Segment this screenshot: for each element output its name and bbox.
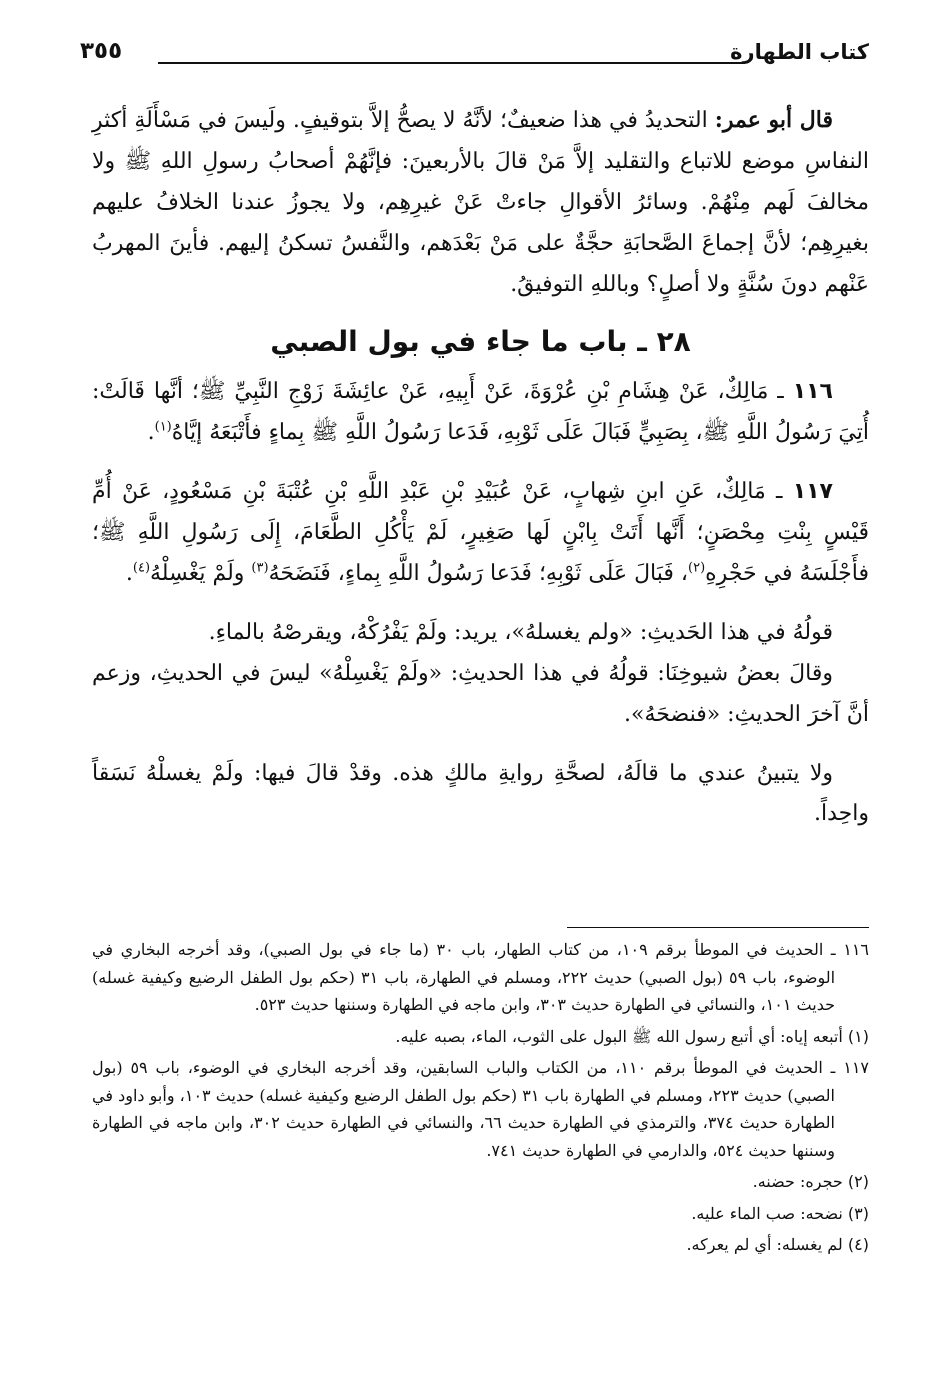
- hadith-text: ، فَبَالَ عَلَى ثَوْبِهِ؛ فَدَعا رَسُولُ اللَّهِ بِماءٍ، فَنَضَحَهُ: [268, 560, 689, 586]
- hadith-text: ولَمْ يَغْسِلْهُ: [150, 560, 252, 586]
- footnote-text: أتبعه إياه: أي أتبع رسول الله ﷺ البول على الثوب، الماء، بصبه عليه.: [395, 1026, 843, 1046]
- main-text: [92, 100, 869, 835]
- footnote-label: ١١٧: [843, 1058, 869, 1078]
- hadith-116: [92, 372, 869, 454]
- footnote-separator: [567, 927, 869, 928]
- footnote-text: نضحه: صب الماء عليه.: [691, 1203, 843, 1223]
- footnote-marker[interactable]: (٢): [688, 560, 706, 576]
- header-title: كتاب الطهارة: [730, 40, 869, 64]
- footnote-label: (٤): [847, 1235, 869, 1255]
- commentary-paragraph: ولا يتبينُ عندي ما قالَهُ، لصحَّةِ روايةِ مالكٍ هذه. وقدْ قالَ فيها: ولَمْ يغسلْهُ نَسَقاً واحِداً.: [92, 760, 869, 827]
- footnote-entry: [92, 1200, 869, 1228]
- footnote-marker[interactable]: (٣): [251, 560, 269, 576]
- hadith-end: .: [125, 560, 133, 586]
- hadith-117: [92, 472, 869, 595]
- header-rule: [158, 62, 745, 64]
- commentary-paragraph: وقالَ بعضُ شيوخِنَا: قولُهُ في هذا الحديثِ: «ولَمْ يَغْسِلْهُ» ليسَ في الحديثِ، وزعم أنَّ آخرَ الحديثِ: «فنضحَهُ».: [92, 660, 869, 727]
- footnote-label: ١١٦: [843, 940, 870, 959]
- hadith-number: ١١٦: [792, 379, 833, 405]
- footnote-entry: [92, 1231, 869, 1259]
- footnote-entry: [92, 1168, 869, 1196]
- footnote-text: حجره: حضنه.: [752, 1172, 843, 1192]
- footnote-label: (١): [847, 1026, 869, 1046]
- footnote-label: (٣): [847, 1203, 869, 1223]
- footnote-text: ـ الحديث في الموطأ برقم ١١٠، من الكتاب والباب السابقين، وقد أخرجه البخاري في الوضوء، باب ٥٩ (بول الصبي) حديث ٢٢٣، ومسلم في الطهارة باب ٣١ (حكم بول الطفل الرضيع وكيفية غسله) حديث ١٠٣، وأبو داود في الطهارة حديث ٣٧٤، والترمذي في الطهارة حديث ٦٦، والنسائي في الطهارة حديث ٣٠٢، وابن ماجه في الطهارة وسننها حديث ٥٢٤، والدارمي في الطهارة حديث ٧٤١.: [92, 1058, 836, 1160]
- footnote-entry: [92, 936, 869, 1019]
- footnote-marker[interactable]: (١): [154, 419, 172, 435]
- footnote-text: ـ الحديث في الموطأ برقم ١٠٩، من كتاب الطهار، باب ٣٠ (ما جاء في بول الصبي)، وقد أخرجه البخاري في الوضوء، باب ٥٩ (بول الصبي) حديث ٢٢٢، ومسلم في الطهارة، باب ٣١ (حكم بول الطفل الرضيع وكيفية غسله) حديث ١٠١، والنسائي في الطهارة حديث ٣٠٣، وابن ماجه في الطهارة وسننها حديث ٥٢٣.: [92, 940, 836, 1015]
- intro-text: التحديدُ في هذا ضعيفٌ؛ لأنَّهُ لا يصحُّ إلاَّ بتوقيفٍ. ولَيسَ في مَسْأَلَةِ أكثرِ النفاسِ موضع للاتباع والتقليد إلاَّ مَنْ قالَ بالأربعينَ: فإنَّهُمْ أصحابُ رسولِ اللهِ ﷺ ولا مخالفَ لَهم مِنْهُمْ. وسائرُ الأقوالِ جاءتْ عَنْ غيرِهِم، ولا يجوزُ عندنا الخلافُ عليهم بغيرِهِم؛ لأنَّ إجماعَ الصَّحابَةِ حجَّةٌ على مَنْ بَعْدَهم، والنَّفسُ تسكنُ إليهم. فأينَ المهربُ عَنْهم دونَ سُنَّةٍ ولا أصلٍ؟ وباللهِ التوفيقُ.: [92, 108, 869, 297]
- footnotes: [92, 936, 869, 1263]
- footnote-text: لم يغسله: أي لم يعركه.: [686, 1235, 843, 1255]
- footnote-entry: [92, 1023, 869, 1051]
- commentary-paragraph: قولُهُ في هذا الحَديثِ: «ولم يغسلهُ»، يريد: ولَمْ يَفْرُكْهُ، ويقرصْهُ بالماءِ.: [208, 619, 833, 645]
- intro-lead: قال أبو عمر:: [714, 107, 833, 133]
- hadith-text: ـ مَالِكٌ، عَنْ هِشَامِ بْنِ عُرْوَةَ، عَنْ أَبِيهِ، عَنْ عائِشَةَ زَوْجِ النَّبِيِّ ﷺ؛ أنَّها قَالَتْ: أُتِيَ رَسُولُ اللَّهِ ﷺ، بِصَبِيٍّ فَبَالَ عَلَى ثَوْبِهِ، فَدَعا رَسُولُ اللَّهِ ﷺ بِماءٍ فأَتْبَعَهُ إيَّاهُ: [92, 379, 869, 446]
- footnote-entry: [92, 1054, 869, 1164]
- footnote-marker[interactable]: (٤): [132, 560, 151, 576]
- chapter-title: ٢٨ ـ باب ما جاء في بول الصبي: [270, 324, 691, 358]
- footnote-label: (٢): [847, 1172, 869, 1192]
- running-header: [80, 30, 869, 70]
- hadith-text: ـ مَالِكٌ، عَنِ ابنِ شِهابٍ، عَنْ عُبَيْدِ بْنِ عَبْدِ اللَّهِ بْنِ عُتْبَةَ بْنِ مَسْعُودٍ، عَنْ أُمِّ قَيْسٍ بِنْتِ مِحْصَنٍ؛ أَنَّها أَتَتْ بِابْنٍ لَها صَغِيرٍ، لَمْ يَأْكُلِ الطَّعَامَ، إِلَى رَسُولِ اللَّهِ ﷺ؛ فأَجْلَسَهُ في حَجْرِهِ: [92, 479, 869, 586]
- page-number: ٣٥٥: [80, 38, 123, 64]
- hadith-end: .: [147, 420, 155, 446]
- intro-paragraph: [92, 100, 869, 306]
- hadith-number: ١١٧: [792, 479, 833, 505]
